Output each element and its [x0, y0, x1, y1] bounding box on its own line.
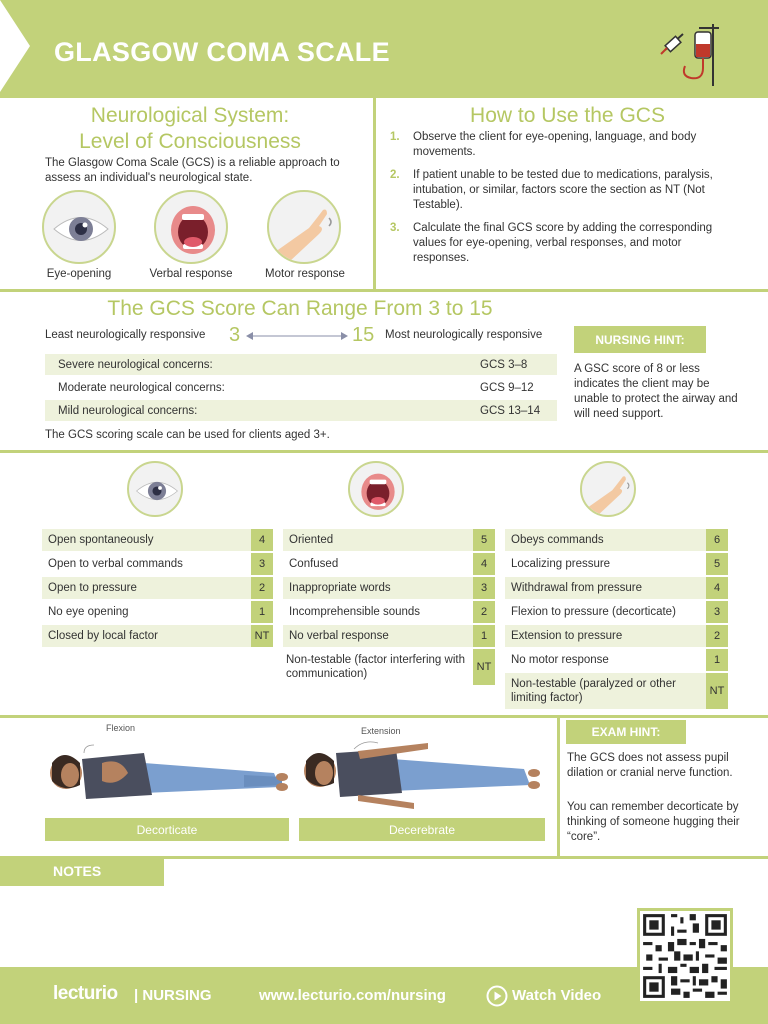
section-divider: [0, 715, 768, 718]
range-title: The GCS Score Can Range From 3 to 15: [107, 297, 493, 320]
qr-code-icon: [640, 911, 730, 1001]
verbal-score-table: [283, 529, 495, 687]
eye-score-row: Open to pressure 2: [42, 577, 273, 599]
mouth-circle: [154, 190, 228, 264]
severity-row: Moderate neurological concerns: GCS 9–12: [58, 381, 534, 394]
most-label: Most neurologically responsive: [385, 329, 543, 341]
play-icon[interactable]: [486, 985, 508, 1007]
eye-score-row: Closed by local factor NT: [42, 625, 273, 647]
howto-step: 2. If patient unable to be tested due to medications, paralysis, intubation, or similar, factors score the section as NT (Not Testable).: [390, 169, 713, 211]
motor-score-row: Extension to pressure 2: [505, 625, 728, 647]
flexion-caption: Flexion: [106, 723, 136, 733]
watch-video-link[interactable]: Watch Video: [512, 987, 602, 1004]
hand-icon: [582, 463, 636, 517]
motor-score-table: [505, 529, 728, 711]
lecturio-logo: lecturio: [53, 983, 118, 1004]
nursing-label: | NURSING: [134, 987, 212, 1004]
motor-score-row: Withdrawal from pressure 4: [505, 577, 728, 599]
least-label: Least neurologically responsive: [45, 329, 206, 341]
eye-circle-small: [127, 461, 183, 517]
motor-score-row: Localizing pressure 5: [505, 553, 728, 575]
range-max: 15: [352, 324, 375, 346]
eye-circle: [42, 190, 116, 264]
eye-opening-label: Eye-opening: [46, 268, 112, 280]
decerebrate-label: Decerebrate: [299, 818, 545, 841]
verbal-score-row: Inappropriate words 3: [283, 577, 495, 599]
vertical-divider: [373, 98, 376, 290]
header-notch: [0, 0, 30, 92]
motor-score-row: No motor response 1: [505, 649, 728, 671]
qr-code[interactable]: [637, 908, 733, 1004]
howto-step: 3. Calculate the final GCS score by adding the corresponding values for eye-opening, verbal responses, and motor responses.: [390, 222, 713, 264]
exam-hint-text-1: The GCS does not assess pupil dilation or cranial nerve function.: [567, 752, 733, 779]
motor-score-row: Non-testable (paralyzed or other limiting factor) NT: [505, 673, 728, 709]
verbal-score-row: Incomprehensible sounds 2: [283, 601, 495, 623]
vertical-divider: [557, 715, 560, 858]
eye-score-table: [42, 529, 273, 649]
severity-row: Severe neurological concerns: GCS 3–8: [45, 354, 557, 375]
eye-score-row: Open to verbal commands 3: [42, 553, 273, 575]
age-note: The GCS scoring scale can be used for clients aged 3+.: [45, 429, 330, 441]
decorticate-figure: [44, 733, 290, 813]
mouth-icon: [350, 463, 404, 517]
verbal-response-label: Verbal response: [149, 268, 233, 280]
motor-score-row: Obeys commands 6: [505, 529, 728, 551]
severity-row: Mild neurological concerns: GCS 13–14: [45, 400, 557, 421]
page-title: GLASGOW COMA SCALE: [54, 37, 390, 67]
iv-drip-icon: [655, 20, 725, 90]
hand-circle: [267, 190, 341, 264]
hand-icon: [269, 192, 341, 264]
mouth-icon: [156, 192, 228, 264]
nursing-hint-title: NURSING HINT:: [574, 326, 706, 353]
extension-caption: Extension: [361, 726, 401, 736]
mouth-circle-small: [348, 461, 404, 517]
motor-response-label: Motor response: [265, 268, 345, 280]
nursing-hint-text: A GSC score of 8 or less indicates the client may be unable to protect the airway and will need support.: [574, 363, 738, 420]
howto-step: 1. Observe the client for eye-opening, language, and body movements.: [390, 131, 697, 158]
motor-score-row: Flexion to pressure (decorticate) 3: [505, 601, 728, 623]
verbal-score-row: No verbal response 1: [283, 625, 495, 647]
decerebrate-figure: [298, 733, 546, 813]
howto-steps: [390, 130, 730, 266]
severity-table: [45, 354, 557, 421]
notes-label: NOTES: [0, 856, 164, 886]
verbal-score-row: Oriented 5: [283, 529, 495, 551]
verbal-score-row: Confused 4: [283, 553, 495, 575]
exam-hint-text-2: You can remember decorticate by thinking of someone hugging their “core”.: [567, 801, 740, 843]
neuro-description: The Glasgow Coma Scale (GCS) is a reliable approach to assess an individual's neurological state.: [45, 157, 340, 184]
range-arrow-icon: [246, 331, 348, 341]
howto-title: How to Use the GCS: [470, 104, 665, 127]
section-divider: [0, 450, 768, 453]
hand-circle-small: [580, 461, 636, 517]
range-min: 3: [229, 324, 241, 346]
decorticate-label: Decorticate: [45, 818, 289, 841]
eye-icon: [44, 192, 116, 264]
verbal-score-row: Non-testable (factor interfering with communication) NT: [283, 649, 495, 685]
footer-url[interactable]: www.lecturio.com/nursing: [259, 987, 446, 1004]
exam-hint-title: EXAM HINT:: [566, 720, 686, 744]
neuro-title: Neurological System: Level of Consciousness: [79, 104, 301, 153]
eye-icon: [129, 463, 183, 517]
section-divider: [0, 289, 768, 292]
eye-score-row: No eye opening 1: [42, 601, 273, 623]
eye-score-row: Open spontaneously 4: [42, 529, 273, 551]
